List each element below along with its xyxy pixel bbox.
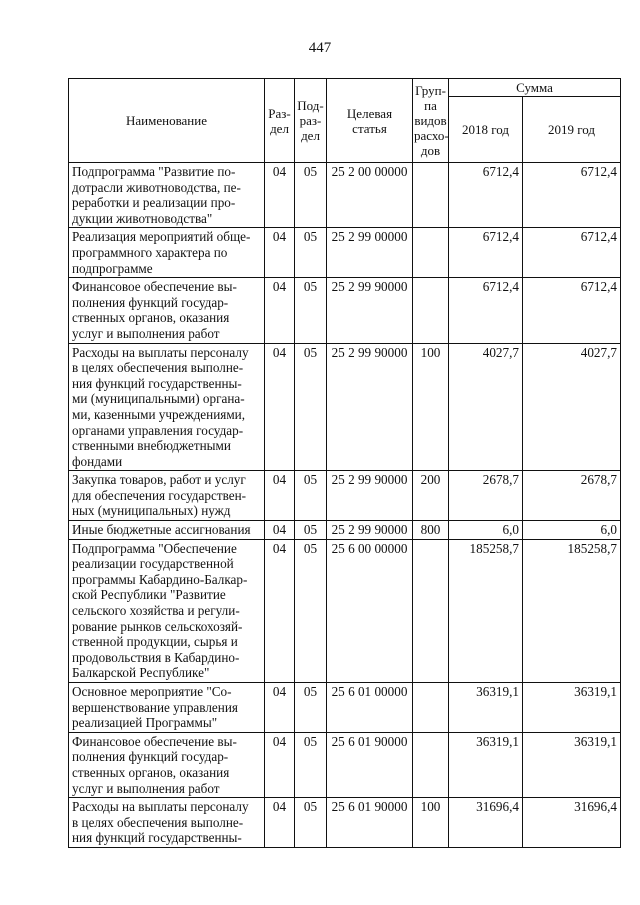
row-razdel: 04	[265, 471, 295, 521]
header-year-2018: 2018 год	[449, 97, 523, 163]
row-razdel: 04	[265, 228, 295, 278]
table-row	[69, 228, 621, 278]
header-razdel: Раз- дел	[265, 79, 295, 163]
row-name: Финансовое обеспечение вы- полнения функций государ- ственных органов, оказания услуг и выполнения работ	[69, 732, 265, 797]
row-sum-2019: 6,0	[523, 521, 621, 540]
row-sum-2019: 6712,4	[523, 228, 621, 278]
row-name: Иные бюджетные ассигнования	[69, 521, 265, 540]
row-sum-2018: 185258,7	[449, 539, 523, 682]
header-podrazdel: Под- раз- дел	[295, 79, 327, 163]
row-razdel: 04	[265, 732, 295, 797]
table-row	[69, 521, 621, 540]
row-sum-2018: 6712,4	[449, 278, 523, 343]
row-sum-2018: 6712,4	[449, 163, 523, 228]
table-body	[69, 163, 621, 848]
row-celevaya-statya: 25 2 99 90000	[327, 278, 413, 343]
table-row	[69, 683, 621, 733]
row-razdel: 04	[265, 539, 295, 682]
row-name: Расходы на выплаты персоналу в целях обеспечения выполне- ния функций государственны-	[69, 798, 265, 848]
row-podrazdel: 05	[295, 683, 327, 733]
row-sum-2019: 36319,1	[523, 683, 621, 733]
row-sum-2018: 6,0	[449, 521, 523, 540]
row-name: Подпрограмма "Развитие по- дотрасли животноводства, пе- реработки и реализации про- дукции животноводства"	[69, 163, 265, 228]
row-razdel: 04	[265, 521, 295, 540]
row-razdel: 04	[265, 343, 295, 471]
table-row	[69, 278, 621, 343]
budget-table	[68, 78, 621, 848]
table-row	[69, 732, 621, 797]
row-razdel: 04	[265, 163, 295, 228]
row-celevaya-statya: 25 6 00 00000	[327, 539, 413, 682]
row-sum-2019: 6712,4	[523, 163, 621, 228]
header-gruppa-vidov: Груп- па видов расхо- дов	[413, 79, 449, 163]
row-razdel: 04	[265, 798, 295, 848]
table-row	[69, 539, 621, 682]
row-name: Расходы на выплаты персоналу в целях обеспечения выполне- ния функций государственны- ми (муниципальными) органа- ми, казенными учреждениями, органами управления государ- ственными внебюджетными фондами	[69, 343, 265, 471]
row-celevaya-statya: 25 6 01 90000	[327, 732, 413, 797]
row-celevaya-statya: 25 2 99 90000	[327, 471, 413, 521]
row-vid-rashodov	[413, 278, 449, 343]
header-celevaya-statya: Целевая статья	[327, 79, 413, 163]
row-name: Основное мероприятие "Со- вершенствование управления реализацией Программы"	[69, 683, 265, 733]
row-razdel: 04	[265, 683, 295, 733]
row-name: Реализация мероприятий обще- программного характера по подпрограмме	[69, 228, 265, 278]
row-celevaya-statya: 25 6 01 00000	[327, 683, 413, 733]
row-vid-rashodov	[413, 163, 449, 228]
row-podrazdel: 05	[295, 163, 327, 228]
table-row	[69, 798, 621, 848]
row-podrazdel: 05	[295, 278, 327, 343]
row-vid-rashodov	[413, 539, 449, 682]
table-row	[69, 471, 621, 521]
row-celevaya-statya: 25 2 00 00000	[327, 163, 413, 228]
row-celevaya-statya: 25 2 99 90000	[327, 521, 413, 540]
row-podrazdel: 05	[295, 521, 327, 540]
row-name: Подпрограмма "Обеспечение реализации государственной программы Кабардино-Балкар- ской Республики "Развитие сельского хозяйства и регули- рование рынков сельскохозяй- ственной продукции, сырья и продовольствия в Кабардино- Балкарской Республике"	[69, 539, 265, 682]
row-celevaya-statya: 25 2 99 90000	[327, 343, 413, 471]
header-name: Наименование	[69, 79, 265, 163]
row-vid-rashodov: 800	[413, 521, 449, 540]
row-razdel: 04	[265, 278, 295, 343]
row-vid-rashodov	[413, 732, 449, 797]
row-sum-2019: 31696,4	[523, 798, 621, 848]
row-name: Закупка товаров, работ и услуг для обеспечения государствен- ных (муниципальных) нужд	[69, 471, 265, 521]
row-vid-rashodov	[413, 228, 449, 278]
page-number: 447	[308, 40, 332, 56]
table-row	[69, 163, 621, 228]
row-sum-2019: 36319,1	[523, 732, 621, 797]
row-sum-2018: 6712,4	[449, 228, 523, 278]
row-celevaya-statya: 25 6 01 90000	[327, 798, 413, 848]
row-podrazdel: 05	[295, 343, 327, 471]
row-podrazdel: 05	[295, 228, 327, 278]
row-podrazdel: 05	[295, 732, 327, 797]
row-sum-2018: 36319,1	[449, 732, 523, 797]
row-sum-2018: 36319,1	[449, 683, 523, 733]
row-sum-2018: 2678,7	[449, 471, 523, 521]
row-sum-2019: 4027,7	[523, 343, 621, 471]
row-name: Финансовое обеспечение вы- полнения функций государ- ственных органов, оказания услуг и выполнения работ	[69, 278, 265, 343]
table-row	[69, 343, 621, 471]
row-podrazdel: 05	[295, 539, 327, 682]
row-podrazdel: 05	[295, 471, 327, 521]
row-sum-2019: 185258,7	[523, 539, 621, 682]
row-vid-rashodov: 100	[413, 343, 449, 471]
row-sum-2018: 31696,4	[449, 798, 523, 848]
row-sum-2019: 2678,7	[523, 471, 621, 521]
row-vid-rashodov: 200	[413, 471, 449, 521]
row-vid-rashodov	[413, 683, 449, 733]
header-year-2019: 2019 год	[523, 97, 621, 163]
row-sum-2018: 4027,7	[449, 343, 523, 471]
row-sum-2019: 6712,4	[523, 278, 621, 343]
header-summa: Сумма	[449, 79, 621, 97]
row-podrazdel: 05	[295, 798, 327, 848]
row-vid-rashodov: 100	[413, 798, 449, 848]
row-celevaya-statya: 25 2 99 00000	[327, 228, 413, 278]
